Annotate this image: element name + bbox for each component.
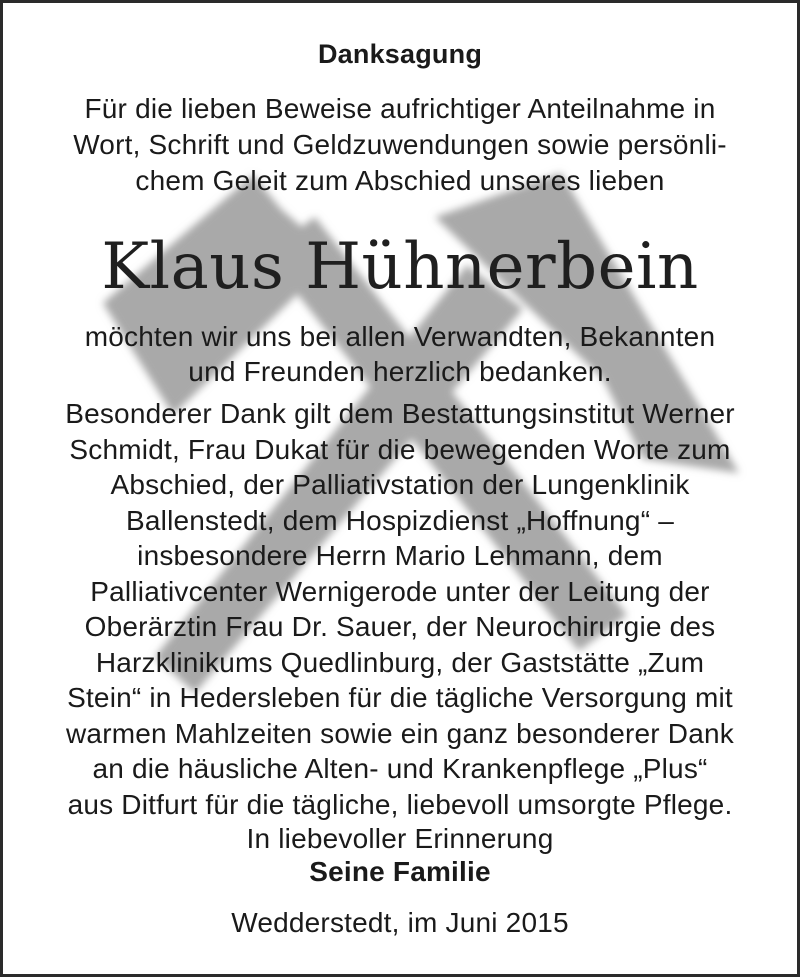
place-date: Wedderstedt, im Juni 2015 bbox=[231, 907, 569, 938]
thanks-line: und Freunden herzlich bedanken. bbox=[188, 356, 612, 387]
special-thanks-line: Stein“ in Hedersleben für die tägliche Versorgung mit bbox=[67, 682, 733, 713]
intro-line: chem Geleit zum Abschied unseres lieben bbox=[135, 165, 665, 196]
special-thanks-line: Ballenstedt, dem Hospizdienst „Hoffnung“ – bbox=[126, 505, 674, 536]
family-signature: Seine Familie bbox=[309, 856, 491, 887]
notice-heading: Danksagung bbox=[317, 39, 483, 69]
special-thanks-line: warmen Mahlzeiten sowie ein ganz besonderer Dank bbox=[66, 718, 734, 749]
intro-line: Wort, Schrift und Geldzuwendungen sowie persönli- bbox=[73, 129, 727, 160]
special-thanks-line: insbesondere Herrn Mario Lehmann, dem bbox=[137, 540, 663, 571]
thanks-line: möchten wir uns bei allen Verwandten, Bekannten bbox=[84, 321, 716, 352]
special-thanks-line: Schmidt, Frau Dukat für die bewegenden Worte zum bbox=[69, 434, 731, 465]
closing-text: In liebevoller Erinnerung bbox=[246, 823, 554, 854]
deceased-name: Klaus Hühnerbein bbox=[101, 230, 699, 304]
special-thanks-line: Palliativcenter Wernigerode unter der Leitung der bbox=[90, 576, 710, 607]
special-thanks-line: aus Ditfurt für die tägliche, liebevoll umsorgte Pflege. bbox=[67, 789, 733, 820]
special-thanks-line: Harzklinikums Quedlinburg, der Gaststätte „Zum bbox=[95, 647, 705, 678]
intro-line: Für die lieben Beweise aufrichtiger Anteilnahme in bbox=[84, 93, 716, 124]
special-thanks-line: Abschied, der Palliativstation der Lungenklinik bbox=[110, 469, 690, 500]
special-thanks-line: Oberärztin Frau Dr. Sauer, der Neurochirurgie des bbox=[84, 611, 716, 642]
special-thanks-line: Besonderer Dank gilt dem Bestattungsinstitut Werner bbox=[65, 398, 735, 429]
special-thanks-line: an die häusliche Alten- und Krankenpflege „Plus“ bbox=[92, 753, 708, 784]
